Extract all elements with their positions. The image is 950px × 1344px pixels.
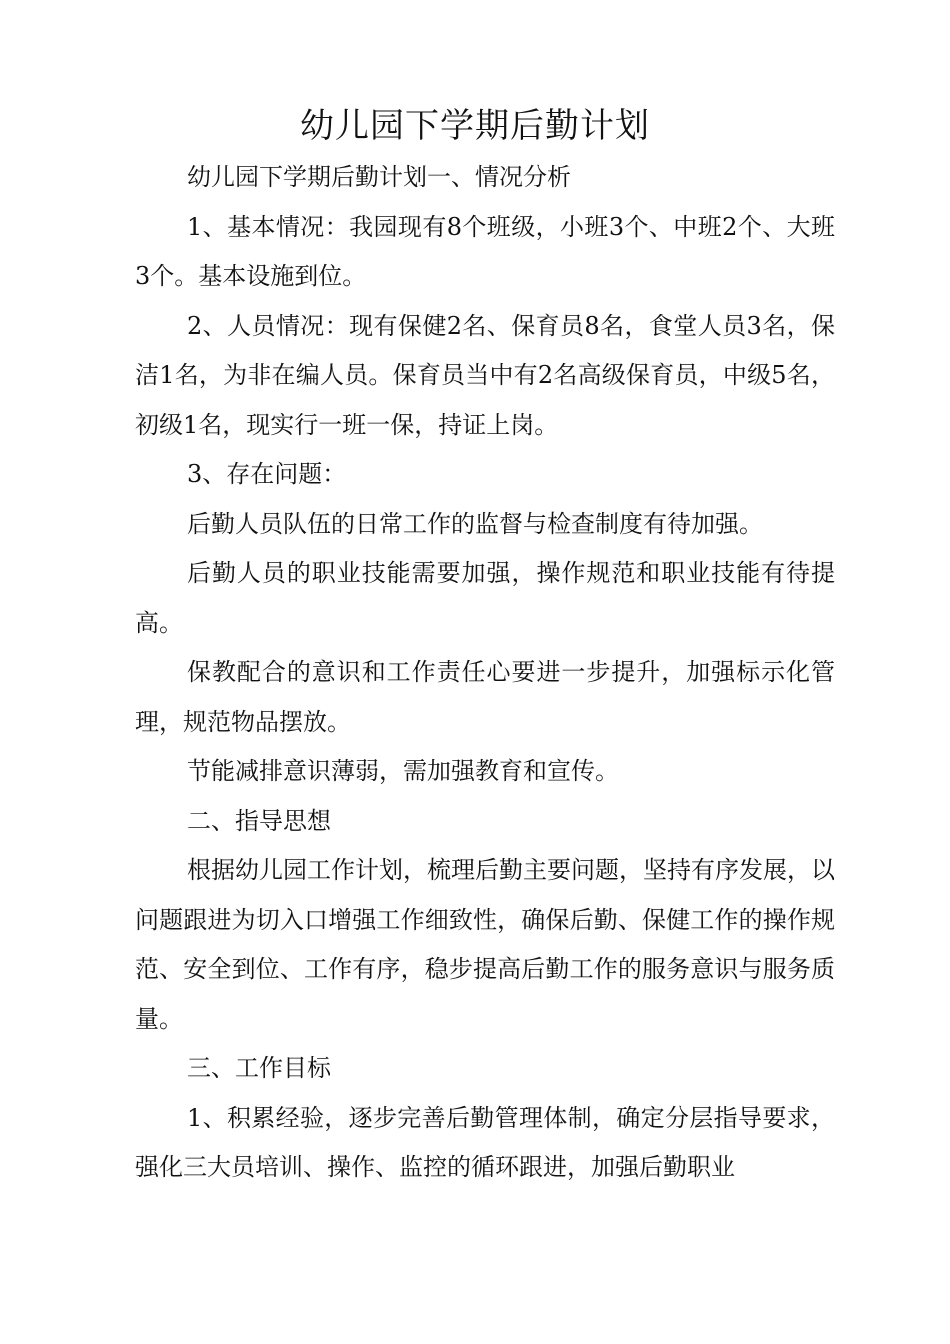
paragraph-problem-skills: 后勤人员的职业技能需要加强，操作规范和职业技能有待提高。	[135, 559, 835, 637]
paragraph-guiding-ideology: 根据幼儿园工作计划，梳理后勤主要问题，坚持有序发展，以问题跟进为切入口增强工作细致性，确保后勤、保健工作的操作规范、安全到位、工作有序，稳步提高后勤工作的服务意识与服务质量。	[135, 856, 835, 1033]
paragraph-problem-energy: 节能减排意识薄弱，需加强教育和宣传。	[187, 757, 619, 785]
document-title: 幼儿园下学期后勤计划	[300, 106, 650, 146]
document-body	[135, 153, 835, 1193]
section-heading-work-goals: 三、工作目标	[187, 1054, 331, 1082]
paragraph-problem-cooperation: 保教配合的意识和工作责任心要进一步提升，加强标示化管理，规范物品摆放。	[135, 658, 835, 736]
section-heading-guiding-ideology: 二、指导思想	[187, 806, 331, 835]
paragraph-work-goal-1: 1、积累经验，逐步完善后勤管理体制，确定分层指导要求，强化三大员培训、操作、监控的循环跟进，加强后勤职业	[135, 1103, 835, 1181]
paragraph-problem-supervision: 后勤人员队伍的日常工作的监督与检查制度有待加强。	[187, 509, 763, 538]
paragraph-situation-analysis: 幼儿园下学期后勤计划一、情况分析	[187, 163, 571, 191]
paragraph-existing-problems: 3、存在问题：	[187, 460, 347, 488]
paragraph-basic-situation: 1、基本情况：我园现有8个班级，小班3个、中班2个、大班3个。基本设施到位。	[135, 212, 835, 290]
paragraph-staff-situation: 2、人员情况：现有保健2名、保育员8名，食堂人员3名，保洁1名，为非在编人员。保育员当中有2名高级保育员，中级5名，初级1名，现实行一班一保，持证上岗。	[135, 311, 835, 439]
